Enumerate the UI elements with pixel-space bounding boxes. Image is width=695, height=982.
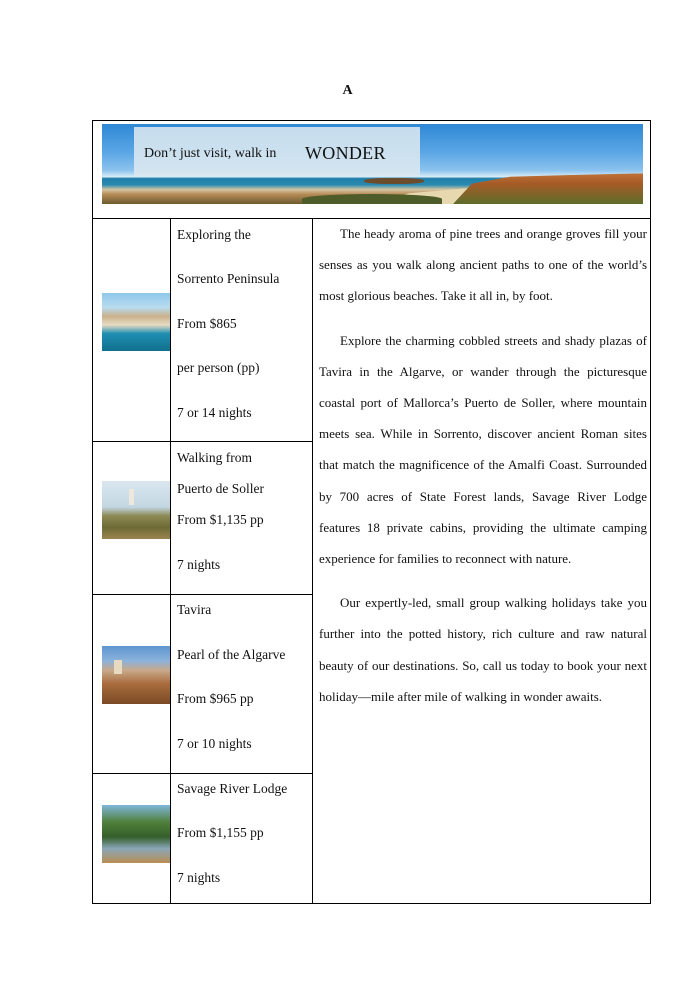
tour-duration: 7 nights [177, 870, 221, 885]
savage-river-photo [102, 805, 170, 863]
tour-duration: 7 or 14 nights [177, 405, 252, 420]
paragraph: Explore the charming cobbled streets and shady plazas of Tavira in the Algarve, or wander through the picturesque coastal port of Mallorca’s Puerto de Soller, where mountain meets sea. While in Sorrento, discover ancient Roman sites that match the magnificence of the Amalfi Coast. Surrounded by 700 acres of State Forest lands, Savage River Lodge features 18 private cabins, providing the ultimate camping experience for families to reconnect with nature. [319, 332, 647, 567]
tour-line: per person (pp) [177, 360, 260, 375]
tour-duration: 7 or 10 nights [177, 736, 252, 751]
tour-line: Pearl of the Algarve [177, 647, 286, 662]
tour-line: Walking from [177, 450, 253, 465]
banner-cell [93, 121, 650, 219]
tour-line: Sorrento Peninsula [177, 271, 280, 286]
tour-line: Puerto de Soller [177, 481, 264, 496]
tour-line: Savage River Lodge [177, 781, 288, 796]
description-text [319, 218, 647, 725]
tour-row-soller [93, 441, 312, 595]
tour-row-savage-river [93, 773, 312, 903]
tour-image-cell [93, 441, 171, 594]
soller-photo [102, 481, 170, 539]
tour-line: Exploring the [177, 227, 251, 242]
tour-image-cell [93, 594, 171, 773]
tour-duration: 7 nights [177, 557, 221, 572]
beach-banner-image [102, 124, 643, 204]
slogan-emphasis: WONDER [305, 143, 386, 163]
tour-price: From $865 [177, 316, 237, 331]
section-letter: A [342, 83, 353, 98]
paragraph: The heady aroma of pine trees and orange groves fill your senses as you walk along ancient paths to one of the world’s most glorious beaches. Take it all in, by foot. [319, 226, 647, 304]
advertisement-table [92, 120, 651, 904]
sorrento-photo [102, 293, 170, 351]
tour-list [93, 218, 313, 903]
slogan-text: Don’t just visit, walk in [144, 146, 277, 161]
tour-price: From $1,155 pp [177, 825, 264, 840]
tour-image-cell [93, 218, 171, 441]
tour-line: Tavira [177, 602, 212, 617]
tour-row-sorrento [93, 218, 312, 442]
tavira-photo [102, 646, 170, 704]
tour-row-tavira [93, 594, 312, 774]
tour-price: From $1,135 pp [177, 512, 264, 527]
paragraph: Our expertly-led, small group walking holidays take you further into the potted history, rich culture and raw natural beauty of our destinations. So, call us today to book your next holiday—mile after mile of walking in wonder awaits. [319, 595, 647, 704]
tour-price: From $965 pp [177, 691, 254, 706]
tour-image-cell [93, 773, 171, 903]
